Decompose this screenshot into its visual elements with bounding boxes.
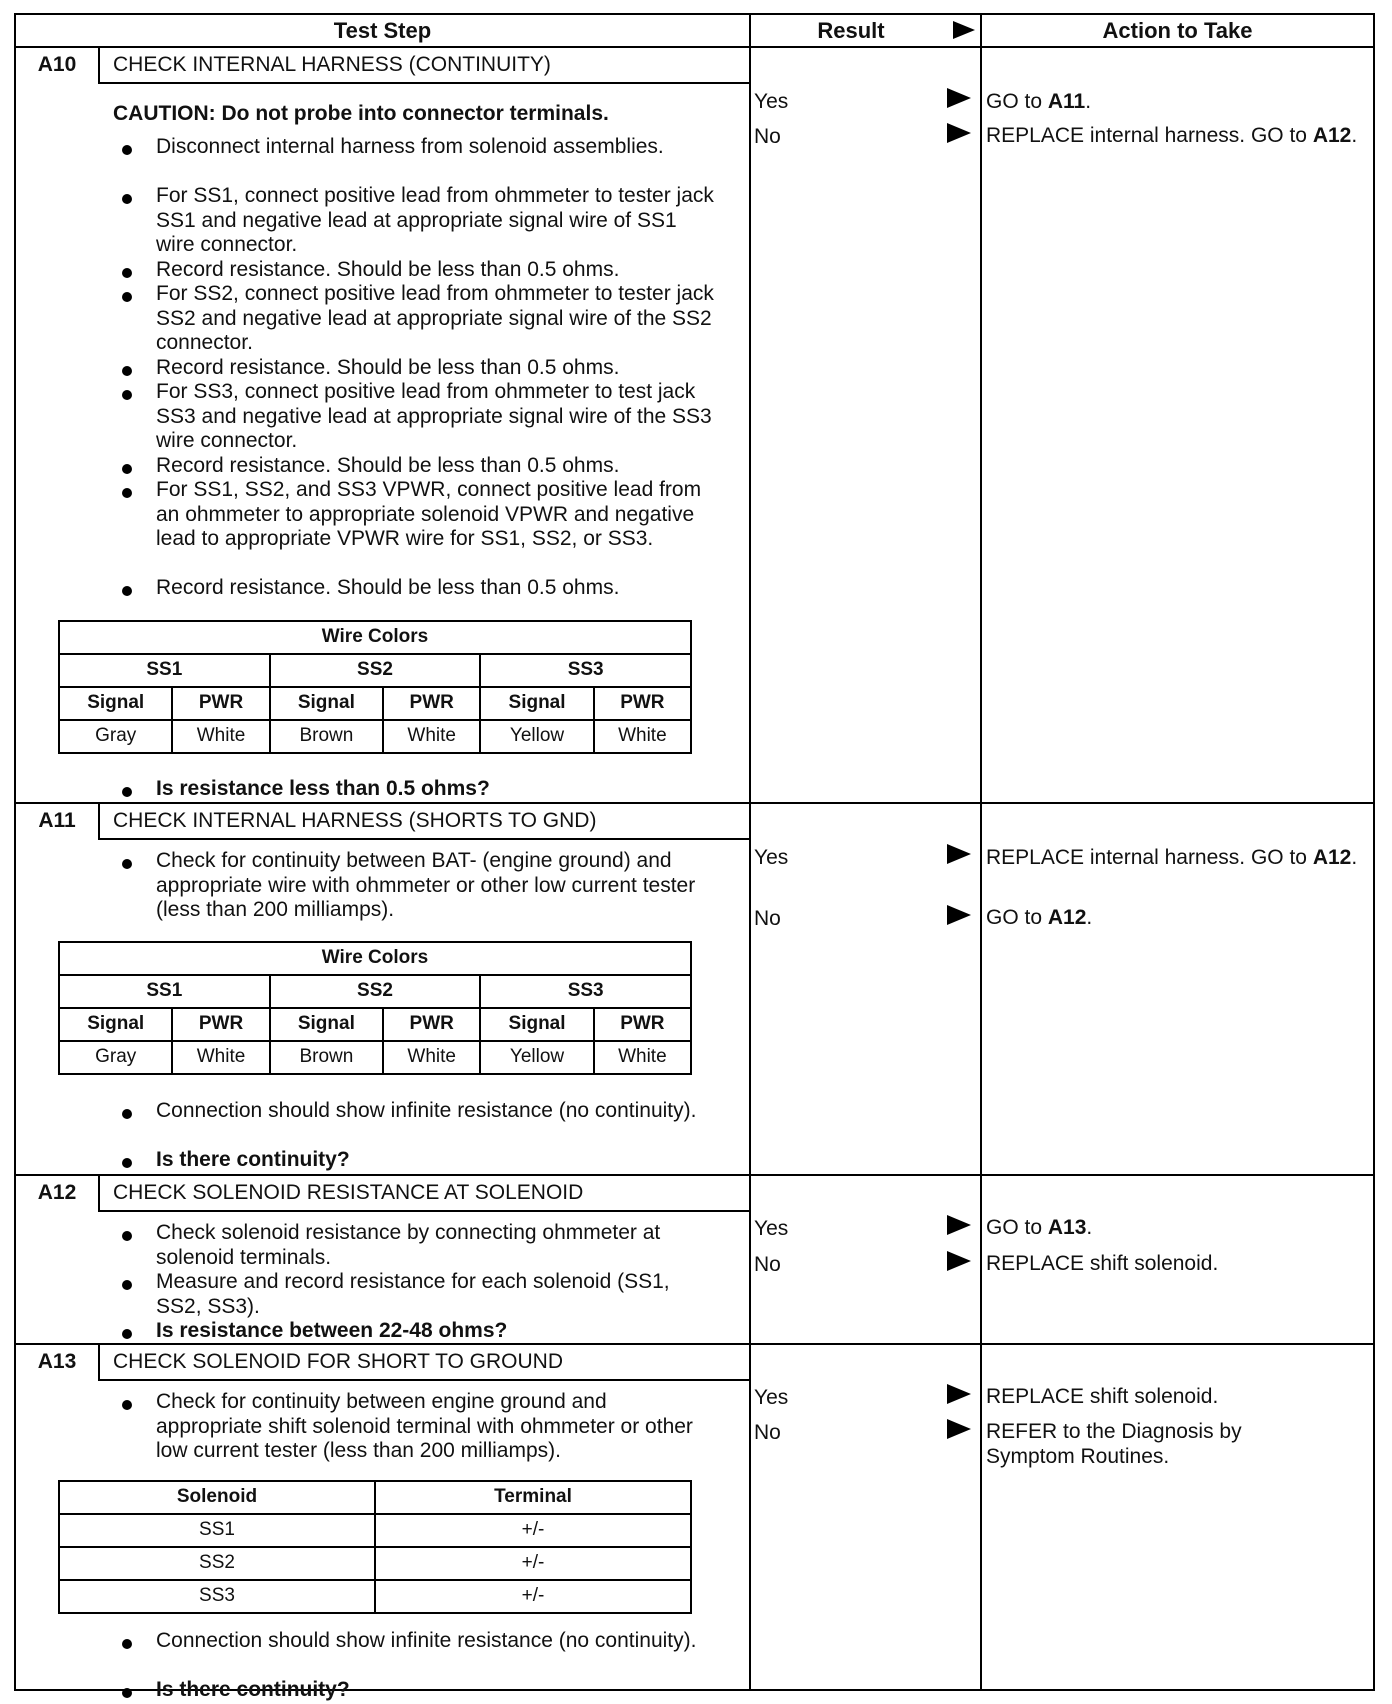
step-title-divider	[98, 1379, 749, 1381]
bullet-icon	[122, 464, 132, 474]
wire-colors-title: Wire Colors	[59, 942, 691, 975]
bullet-icon	[122, 787, 132, 797]
group-header: SS1	[59, 975, 270, 1008]
bullet-icon	[122, 1400, 132, 1410]
wire-color-cell: White	[594, 720, 691, 753]
bullet-text: Check solenoid resistance by connecting ohmmeter at solenoid terminals.	[156, 1221, 661, 1269]
bullet-text: Connection should show infinite resistance (no continuity).	[156, 1099, 697, 1122]
sub-header: Signal	[480, 1008, 593, 1041]
solenoid-cell: SS1	[59, 1514, 375, 1547]
terminal-cell: +/-	[375, 1547, 691, 1580]
action-text: REPLACE internal harness. GO to A12.	[986, 846, 1358, 869]
step-a13-header	[16, 1345, 749, 1379]
result-yes: Yes	[754, 1217, 789, 1240]
bullet-icon	[122, 1639, 132, 1649]
action-text: GO to A12.	[986, 906, 1093, 929]
wire-color-cell: Brown	[270, 1041, 383, 1074]
bullet-icon	[122, 292, 132, 302]
bullet-text: Record resistance. Should be less than 0.5 ohms.	[156, 258, 620, 281]
result-arrow-icon	[947, 1419, 971, 1439]
terminal-cell: +/-	[375, 1580, 691, 1613]
solenoid-cell: SS3	[59, 1580, 375, 1613]
step-a11-header	[16, 804, 749, 838]
bullet-icon	[122, 268, 132, 278]
step-id-divider	[98, 1176, 100, 1210]
question-text: Is resistance between 22-48 ohms?	[156, 1319, 508, 1342]
bullet-text: Check for continuity between engine ground and appropriate shift solenoid terminal with ohmmeter or other low current tester (less than 200 milliamps).	[156, 1390, 693, 1462]
wire-colors-table	[58, 941, 692, 1075]
result-no: No	[754, 907, 781, 930]
group-header: SS2	[270, 654, 481, 687]
bullet-icon	[122, 1109, 132, 1119]
sub-header: PWR	[172, 1008, 269, 1041]
step-id-divider	[98, 804, 100, 838]
bullet-icon	[122, 1329, 132, 1339]
step-a12-header	[16, 1176, 749, 1210]
caution-text: CAUTION: Do not probe into connector terminals.	[113, 102, 609, 125]
diagnostic-table	[14, 13, 1375, 1701]
result-arrow-icon	[947, 844, 971, 864]
bullet-text: Connection should show infinite resistance (no continuity).	[156, 1629, 697, 1652]
sub-header: Signal	[270, 1008, 383, 1041]
wire-color-cell: White	[172, 1041, 269, 1074]
header-action: Action to Take	[1102, 18, 1253, 43]
wire-colors-title: Wire Colors	[59, 621, 691, 654]
step-id: A12	[37, 1181, 77, 1204]
bullet-icon	[122, 586, 132, 596]
result-arrow-icon	[947, 1215, 971, 1235]
sub-header: Signal	[270, 687, 383, 720]
group-header: SS1	[59, 654, 270, 687]
result-no: No	[754, 1253, 781, 1276]
step-title-divider	[98, 838, 749, 840]
bullet-text: Record resistance. Should be less than 0.5 ohms.	[156, 356, 620, 379]
action-text: REFER to the Diagnosis by Symptom Routines.	[986, 1420, 1242, 1468]
step-title: CHECK SOLENOID RESISTANCE AT SOLENOID	[113, 1181, 584, 1204]
step-id: A11	[38, 809, 76, 832]
header-result: Result	[817, 18, 885, 43]
result-yes: Yes	[754, 846, 789, 869]
bullet-icon	[122, 1280, 132, 1290]
step-id-divider	[98, 1345, 100, 1379]
step-id: A10	[37, 53, 77, 76]
question-text: Is there continuity?	[156, 1678, 350, 1701]
step-title: CHECK INTERNAL HARNESS (SHORTS TO GND)	[113, 809, 597, 832]
group-header: SS3	[480, 975, 691, 1008]
sub-header: Signal	[480, 687, 593, 720]
bullet-text: Record resistance. Should be less than 0.5 ohms.	[156, 576, 620, 599]
result-no: No	[754, 1421, 781, 1444]
bullet-text: For SS1, connect positive lead from ohmmeter to tester jack SS1 and negative lead at appropriate signal wire of SS1 wire connector.	[156, 184, 714, 256]
sub-header: PWR	[594, 687, 691, 720]
bullet-icon	[122, 390, 132, 400]
result-arrow-icon	[947, 88, 971, 108]
bullet-icon	[122, 488, 132, 498]
group-header: SS2	[270, 975, 481, 1008]
sub-header: PWR	[172, 687, 269, 720]
solenoid-table	[58, 1480, 692, 1614]
bullet-icon	[122, 194, 132, 204]
wire-colors-table	[58, 620, 692, 754]
step-title-divider	[98, 1210, 749, 1212]
result-arrow-icon	[947, 905, 971, 925]
action-text: REPLACE shift solenoid.	[986, 1385, 1219, 1408]
step-id-divider	[98, 48, 100, 82]
action-text: GO to A11.	[986, 90, 1092, 113]
solenoid-header: Solenoid	[59, 1481, 375, 1514]
action-text: GO to A13.	[986, 1216, 1093, 1239]
question-text: Is resistance less than 0.5 ohms?	[156, 777, 490, 800]
col-divider-action	[980, 15, 982, 1689]
step-title-divider	[98, 82, 749, 84]
wire-color-cell: Brown	[270, 720, 383, 753]
wire-color-cell: White	[383, 1041, 480, 1074]
result-arrow-icon	[947, 123, 971, 143]
wire-color-cell: White	[594, 1041, 691, 1074]
bullet-text: For SS2, connect positive lead from ohmmeter to tester jack SS2 and negative lead at appropriate signal wire of the SS2 connector.	[156, 282, 714, 354]
group-header: SS3	[480, 654, 691, 687]
step-title: CHECK SOLENOID FOR SHORT TO GROUND	[113, 1350, 564, 1373]
bullet-icon	[122, 1158, 132, 1168]
step-id: A13	[37, 1350, 77, 1373]
bullet-icon	[122, 145, 132, 155]
header-test-step: Test Step	[333, 18, 432, 43]
bullet-icon	[122, 1688, 132, 1698]
bullet-text: For SS3, connect positive lead from ohmmeter to test jack SS3 and negative lead at appropriate signal wire of the SS3 wire connector.	[156, 380, 712, 452]
bullet-icon	[122, 859, 132, 869]
sub-header: Signal	[59, 687, 172, 720]
terminal-header: Terminal	[375, 1481, 691, 1514]
wire-color-cell: Yellow	[480, 1041, 593, 1074]
sub-header: Signal	[59, 1008, 172, 1041]
bullet-icon	[122, 1231, 132, 1241]
bullet-text: Record resistance. Should be less than 0.5 ohms.	[156, 454, 620, 477]
result-yes: Yes	[754, 1386, 789, 1409]
solenoid-cell: SS2	[59, 1547, 375, 1580]
bullet-text: Measure and record resistance for each solenoid (SS1, SS2, SS3).	[156, 1270, 670, 1318]
wire-color-cell: Gray	[59, 720, 172, 753]
sub-header: PWR	[594, 1008, 691, 1041]
result-yes: Yes	[754, 90, 789, 113]
wire-color-cell: Gray	[59, 1041, 172, 1074]
col-divider-result	[749, 15, 751, 1689]
result-no: No	[754, 125, 781, 148]
bullet-text: Check for continuity between BAT- (engine ground) and appropriate wire with ohmmeter or other low current tester (less than 200 milliamps).	[156, 849, 696, 921]
result-arrow-icon	[947, 1251, 971, 1271]
step-title: CHECK INTERNAL HARNESS (CONTINUITY)	[113, 53, 551, 76]
wire-color-cell: White	[383, 720, 480, 753]
result-arrow-icon	[947, 1384, 971, 1404]
bullet-icon	[122, 366, 132, 376]
action-text: REPLACE internal harness. GO to A12.	[986, 124, 1358, 147]
wire-color-cell: Yellow	[480, 720, 593, 753]
step-a10-header	[16, 48, 749, 82]
bullet-text: Disconnect internal harness from solenoid assemblies.	[156, 135, 664, 158]
action-text: REPLACE shift solenoid.	[986, 1252, 1219, 1275]
terminal-cell: +/-	[375, 1514, 691, 1547]
question-text: Is there continuity?	[156, 1148, 350, 1171]
wire-color-cell: White	[172, 720, 269, 753]
sub-header: PWR	[383, 687, 480, 720]
sub-header: PWR	[383, 1008, 480, 1041]
header-arrow-icon	[953, 21, 975, 39]
bullet-text: For SS1, SS2, and SS3 VPWR, connect positive lead from an ohmmeter to appropriate solenoid VPWR and negative lead to appropriate VPWR wire for SS1, SS2, or SS3.	[156, 478, 702, 550]
